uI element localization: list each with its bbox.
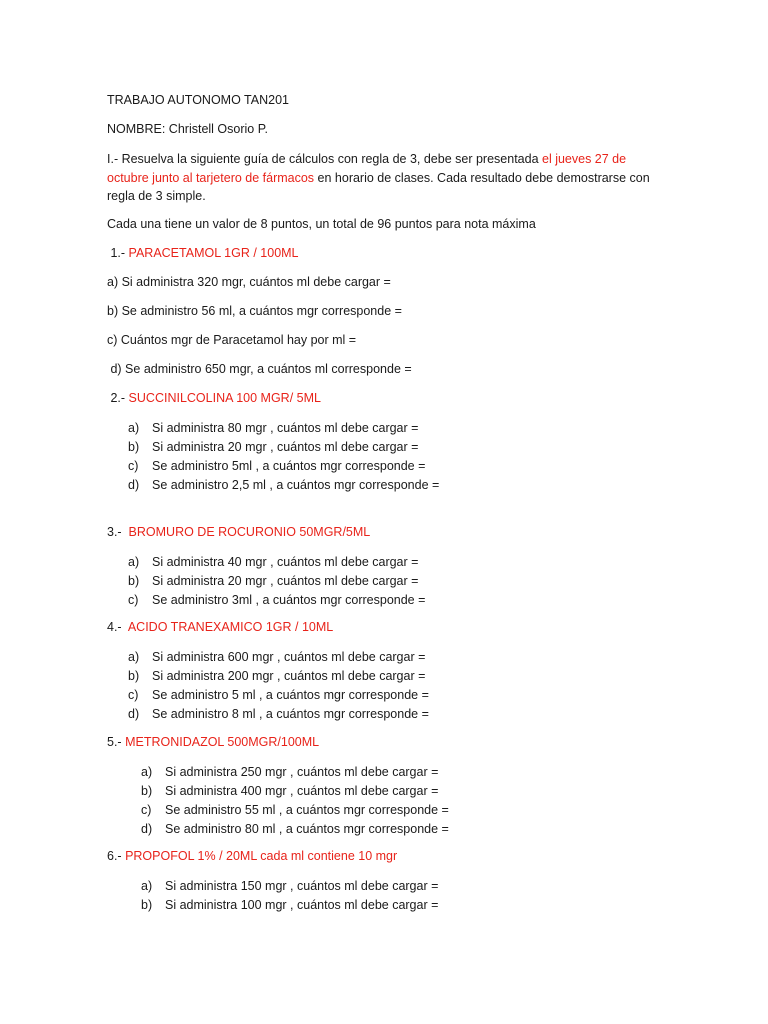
question-item bbox=[128, 419, 439, 438]
section-number: 6.- bbox=[107, 849, 126, 863]
question-item bbox=[128, 438, 439, 457]
section-6-heading bbox=[107, 849, 397, 863]
question-item: b) Se administro 56 ml, a cuántos mgr corresponde = bbox=[107, 304, 402, 318]
drug-name: SUCCINILCOLINA 100 MGR/ 5ML bbox=[128, 391, 321, 405]
item-text: Se administro 3ml , a cuántos mgr corresponde = bbox=[152, 593, 426, 607]
item-text: Se administro 80 ml , a cuántos mgr corresponde = bbox=[165, 822, 449, 836]
item-marker: c) bbox=[128, 688, 139, 702]
question-item bbox=[128, 476, 439, 495]
section-1-heading bbox=[107, 246, 299, 260]
question-item bbox=[128, 686, 429, 705]
question-item bbox=[128, 667, 429, 686]
item-marker: b) bbox=[141, 898, 153, 912]
drug-name: BROMURO DE ROCURONIO 50MGR/5ML bbox=[128, 525, 371, 539]
instructions-text-2: en horario de clases. Cada resultado debe demostrarse con regla de 3 simple. bbox=[107, 170, 650, 203]
section-number: 5.- bbox=[107, 735, 126, 749]
section-2-questions bbox=[128, 419, 439, 495]
item-marker: c) bbox=[128, 459, 139, 473]
item-text: Se administro 5 ml , a cuántos mgr corresponde = bbox=[152, 688, 429, 702]
question-item bbox=[128, 572, 425, 591]
section-5-questions bbox=[141, 763, 449, 839]
instructions-paragraph bbox=[107, 150, 667, 206]
question-item bbox=[141, 763, 449, 782]
question-item bbox=[141, 801, 449, 820]
item-marker: a) bbox=[128, 650, 140, 664]
question-item bbox=[141, 896, 438, 915]
section-3-questions bbox=[128, 553, 425, 610]
item-marker: a) bbox=[141, 765, 153, 779]
item-text: Se administro 55 ml , a cuántos mgr corresponde = bbox=[165, 803, 449, 817]
drug-name: ACIDO TRANEXAMICO 1GR / 10ML bbox=[127, 620, 334, 634]
item-marker: c) bbox=[128, 593, 139, 607]
section-6-questions bbox=[141, 877, 438, 915]
item-text: Si administra 200 mgr , cuántos ml debe cargar = bbox=[152, 669, 426, 683]
question-item bbox=[128, 705, 429, 724]
section-4-heading bbox=[107, 620, 333, 634]
document-title: TRABAJO AUTONOMO TAN201 bbox=[107, 93, 289, 107]
item-text: Si administra 250 mgr , cuántos ml debe cargar = bbox=[165, 765, 439, 779]
section-number: 2.- bbox=[107, 391, 129, 405]
question-item bbox=[141, 877, 438, 896]
item-marker: a) bbox=[141, 879, 153, 893]
question-item: d) Se administro 650 mgr, a cuántos ml corresponde = bbox=[107, 362, 412, 376]
item-marker: d) bbox=[128, 478, 140, 492]
item-text: Se administro 8 ml , a cuántos mgr corresponde = bbox=[152, 707, 429, 721]
section-number: 3.- bbox=[107, 525, 129, 539]
section-3-heading bbox=[107, 525, 370, 539]
item-marker: b) bbox=[128, 574, 140, 588]
section-2-heading bbox=[107, 391, 321, 405]
question-item: c) Cuántos mgr de Paracetamol hay por ml = bbox=[107, 333, 357, 347]
item-marker: d) bbox=[128, 707, 140, 721]
item-marker: d) bbox=[141, 822, 153, 836]
question-item bbox=[128, 457, 439, 476]
question-item bbox=[128, 648, 429, 667]
section-number: 4.- bbox=[107, 620, 128, 634]
section-5-heading bbox=[107, 735, 319, 749]
item-text: Si administra 20 mgr , cuántos ml debe cargar = bbox=[152, 440, 419, 454]
instructions-text-1: I.- Resuelva la siguiente guía de cálculos con regla de 3, debe ser presentada bbox=[107, 152, 542, 166]
question-item bbox=[128, 591, 425, 610]
item-marker: c) bbox=[141, 803, 152, 817]
item-marker: b) bbox=[128, 440, 140, 454]
drug-name: PROPOFOL 1% / 20ML cada ml contiene 10 mgr bbox=[125, 849, 398, 863]
item-text: Si administra 150 mgr , cuántos ml debe cargar = bbox=[165, 879, 439, 893]
item-text: Si administra 400 mgr , cuántos ml debe cargar = bbox=[165, 784, 439, 798]
item-text: Se administro 5ml , a cuántos mgr corresponde = bbox=[152, 459, 426, 473]
item-marker: b) bbox=[128, 669, 140, 683]
item-text: Si administra 20 mgr , cuántos ml debe cargar = bbox=[152, 574, 419, 588]
drug-name: METRONIDAZOL 500MGR/100ML bbox=[125, 735, 320, 749]
item-marker: a) bbox=[128, 555, 140, 569]
item-text: Se administro 2,5 ml , a cuántos mgr corresponde = bbox=[152, 478, 440, 492]
instructions-deadline: el jueves 27 de octubre junto al tarjetero de fármacos bbox=[107, 152, 627, 185]
item-marker: b) bbox=[141, 784, 153, 798]
item-text: Si administra 600 mgr , cuántos ml debe cargar = bbox=[152, 650, 426, 664]
section-number: 1.- bbox=[107, 246, 129, 260]
section-4-questions bbox=[128, 648, 429, 724]
item-text: Si administra 100 mgr , cuántos ml debe cargar = bbox=[165, 898, 439, 912]
item-text: Si administra 80 mgr , cuántos ml debe cargar = bbox=[152, 421, 419, 435]
points-note: Cada una tiene un valor de 8 puntos, un total de 96 puntos para nota máxima bbox=[107, 217, 536, 231]
question-item bbox=[141, 820, 449, 839]
question-item bbox=[141, 782, 449, 801]
question-item bbox=[128, 553, 425, 572]
item-text: Si administra 40 mgr , cuántos ml debe cargar = bbox=[152, 555, 419, 569]
item-marker: a) bbox=[128, 421, 140, 435]
student-name: NOMBRE: Christell Osorio P. bbox=[107, 122, 268, 136]
question-item: a) Si administra 320 mgr, cuántos ml debe cargar = bbox=[107, 275, 391, 289]
drug-name: PARACETAMOL 1GR / 100ML bbox=[128, 246, 299, 260]
